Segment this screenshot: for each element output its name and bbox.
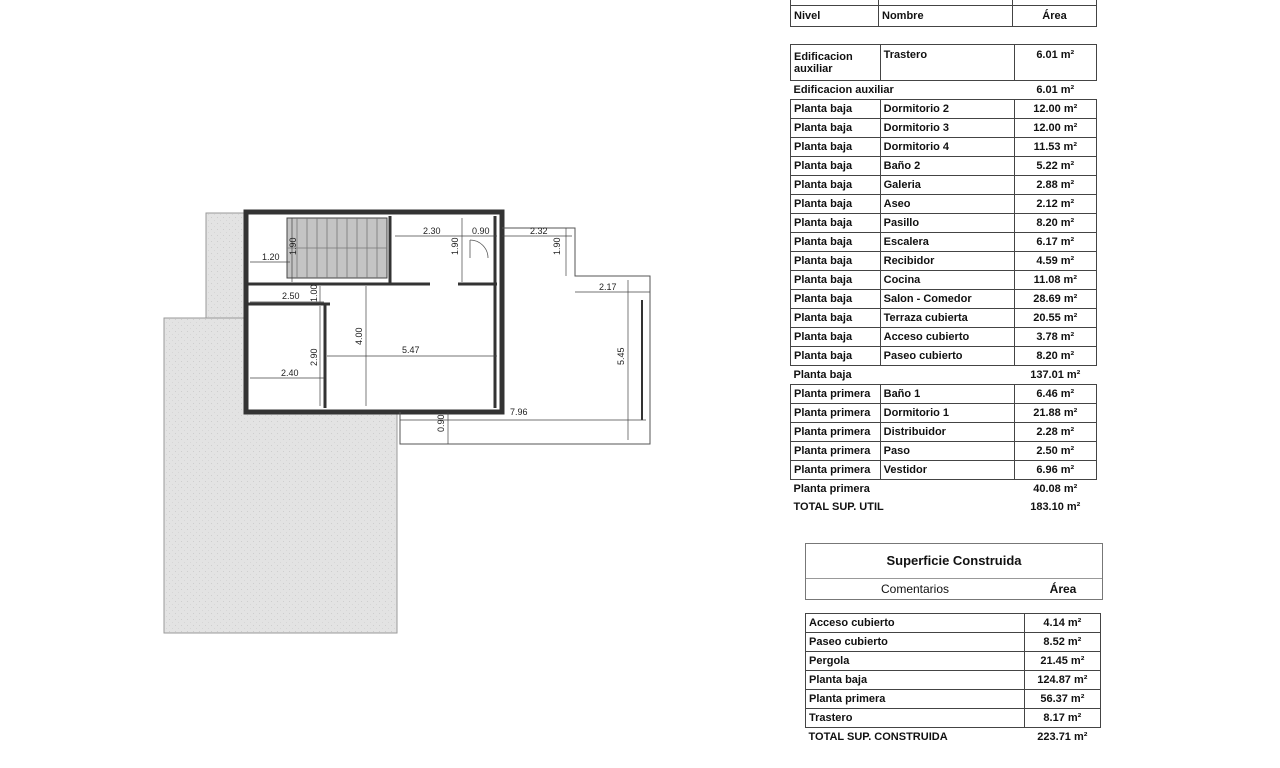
cell-label: Pergola [806,652,1025,671]
cell-nivel: Planta baja [791,290,881,309]
table-row [791,328,1097,347]
table-row-total [806,728,1101,747]
cell-area: 183.10 m² [1030,501,1081,513]
dimension-label: 4.00 [354,327,364,345]
column-headers [806,579,1102,599]
cell-nombre: Dormitorio 2 [880,100,1014,119]
table-row [791,157,1097,176]
cell-area: 21.45 m² [1024,652,1100,671]
cell-area: 6.01 m² [1014,45,1096,81]
cell-nivel: Planta baja [791,214,881,233]
column-header-nombre: Nombre [879,6,1013,27]
cell-nombre: Galeria [880,176,1014,195]
table-row-subtotal [791,480,1097,499]
dimension-label: 2.90 [309,348,319,366]
cell-nivel: Planta baja [791,309,881,328]
cell-area: 28.69 m² [1014,290,1096,309]
cell-nombre: Cocina [880,271,1014,290]
cell-nivel: Planta primera [793,483,870,495]
cell-area: 21.88 m² [1014,404,1096,423]
dimension-label: 2.17 [599,282,617,292]
cell-area: 8.52 m² [1024,633,1100,652]
table-row [806,671,1101,690]
cell-area: 2.12 m² [1014,195,1096,214]
cell-nombre: Dormitorio 3 [880,119,1014,138]
cell-nombre: Acceso cubierto [880,328,1014,347]
cell-nivel: Planta baja [791,100,881,119]
table-row [806,614,1101,633]
table-row [791,45,1097,81]
dimension-label: 2.32 [530,226,548,236]
cell-nivel: Planta primera [791,423,881,442]
cell-nivel: TOTAL SUP. UTIL [793,501,884,513]
cell-nivel: Planta baja [791,119,881,138]
cell-area: 6.96 m² [1014,461,1096,480]
dimension-label: 1.00 [309,284,319,302]
staircase [287,218,387,278]
dimension-label: 1.20 [262,252,280,262]
cell-area: 223.71 m² [1037,731,1088,743]
cell-nombre: Baño 2 [880,157,1014,176]
table-row [791,290,1097,309]
table-row [791,347,1097,366]
table-row [791,385,1097,404]
dimension-label: 1.90 [288,237,298,255]
dimension-label: 1.90 [450,237,460,255]
cell-area: 2.50 m² [1014,442,1096,461]
cell-area: 8.17 m² [1024,709,1100,728]
cell-nivel: Planta primera [791,385,881,404]
cell-nombre: Paso [880,442,1014,461]
table-row [806,652,1101,671]
cell-label: Planta baja [806,671,1025,690]
cell-nivel: Planta primera [791,404,881,423]
cell-nombre: Dormitorio 1 [880,404,1014,423]
dimension-label: 5.45 [616,347,626,365]
table-row [791,100,1097,119]
column-header-comentarios: Comentarios [880,582,950,596]
table-row [791,195,1097,214]
superficie-construida-header [805,543,1103,600]
dimension-label: 1.90 [552,237,562,255]
table-row [791,442,1097,461]
cell-area: 12.00 m² [1014,119,1096,138]
cell-area: 56.37 m² [1024,690,1100,709]
cell-nombre: Terraza cubierta [880,309,1014,328]
cell-label: Planta primera [806,690,1025,709]
cell-area: 3.78 m² [1014,328,1096,347]
cell-nivel: Planta baja [791,233,881,252]
cell-nombre: Paseo cubierto [880,347,1014,366]
cell-nivel: Edificacion auxiliar [793,84,894,96]
cell-nombre: Trastero [880,45,1014,81]
cell-area: 6.46 m² [1014,385,1096,404]
cell-area: 2.28 m² [1014,423,1096,442]
table-row [791,271,1097,290]
cell-area: 4.14 m² [1024,614,1100,633]
dimension-label: 5.47 [402,345,420,355]
cell-area: 2.88 m² [1014,176,1096,195]
cell-nombre: Escalera [880,233,1014,252]
areas-table [790,44,1097,516]
cell-label: TOTAL SUP. CONSTRUIDA [808,731,948,743]
dimension-label: 0.90 [436,414,446,432]
table-row [791,138,1097,157]
cell-label: Acceso cubierto [806,614,1025,633]
dimension-label: 2.30 [423,226,441,236]
cell-area: 11.08 m² [1014,271,1096,290]
table-row [806,709,1101,728]
cell-label: Paseo cubierto [806,633,1025,652]
section-title: Superficie Construida [806,544,1102,579]
cell-nombre: Baño 1 [880,385,1014,404]
table-row-subtotal [791,81,1097,100]
table-row-subtotal [791,366,1097,385]
cell-nombre: Recibidor [880,252,1014,271]
cell-area: 4.59 m² [1014,252,1096,271]
column-header-nivel: Nivel [791,6,879,27]
dimension-label: 7.96 [510,407,528,417]
cell-label: Trastero [806,709,1025,728]
cell-area: 137.01 m² [1030,369,1081,381]
cell-nivel: Planta primera [791,442,881,461]
cell-area: 12.00 m² [1014,100,1096,119]
dimension-label: 2.40 [281,368,299,378]
cell-nivel: Planta baja [793,369,852,381]
cell-area: 124.87 m² [1024,671,1100,690]
table-row [791,176,1097,195]
built-area-table [805,613,1101,746]
table-row-total [791,498,1097,516]
cell-area: 8.20 m² [1014,214,1096,233]
cell-area: 11.53 m² [1014,138,1096,157]
cell-nivel: Planta baja [791,157,881,176]
cell-nombre: Pasillo [880,214,1014,233]
table-row [791,233,1097,252]
table-row [791,461,1097,480]
cell-area: 6.01 m² [1036,84,1075,96]
table-row [791,404,1097,423]
cell-nivel: Planta baja [791,328,881,347]
cell-nivel: Edificacion auxiliar [791,45,881,81]
cell-nombre: Dormitorio 4 [880,138,1014,157]
column-header-area: Área [1049,582,1077,596]
cell-area: 8.20 m² [1014,347,1096,366]
table-row [791,423,1097,442]
cell-nivel: Planta baja [791,271,881,290]
cell-nivel: Planta baja [791,195,881,214]
areas-table-header [790,0,1097,27]
table-row [791,119,1097,138]
table-row [791,309,1097,328]
cell-nombre: Aseo [880,195,1014,214]
cell-nivel: Planta primera [791,461,881,480]
cell-area: 20.55 m² [1014,309,1096,328]
table-row [791,252,1097,271]
cell-nivel: Planta baja [791,138,881,157]
column-header-area: Área [1013,6,1097,27]
cell-nivel: Planta baja [791,252,881,271]
dimension-label: 2.50 [282,291,300,301]
table-row [806,633,1101,652]
table-row [806,690,1101,709]
cell-nivel: Planta baja [791,347,881,366]
cell-nombre: Salon - Comedor [880,290,1014,309]
cell-area: 40.08 m² [1033,483,1078,495]
cell-area: 6.17 m² [1014,233,1096,252]
cell-nivel: Planta baja [791,176,881,195]
cell-area: 5.22 m² [1014,157,1096,176]
dimension-label: 0.90 [472,226,490,236]
cell-nombre: Distribuidor [880,423,1014,442]
table-row [791,214,1097,233]
cell-nombre: Vestidor [880,461,1014,480]
